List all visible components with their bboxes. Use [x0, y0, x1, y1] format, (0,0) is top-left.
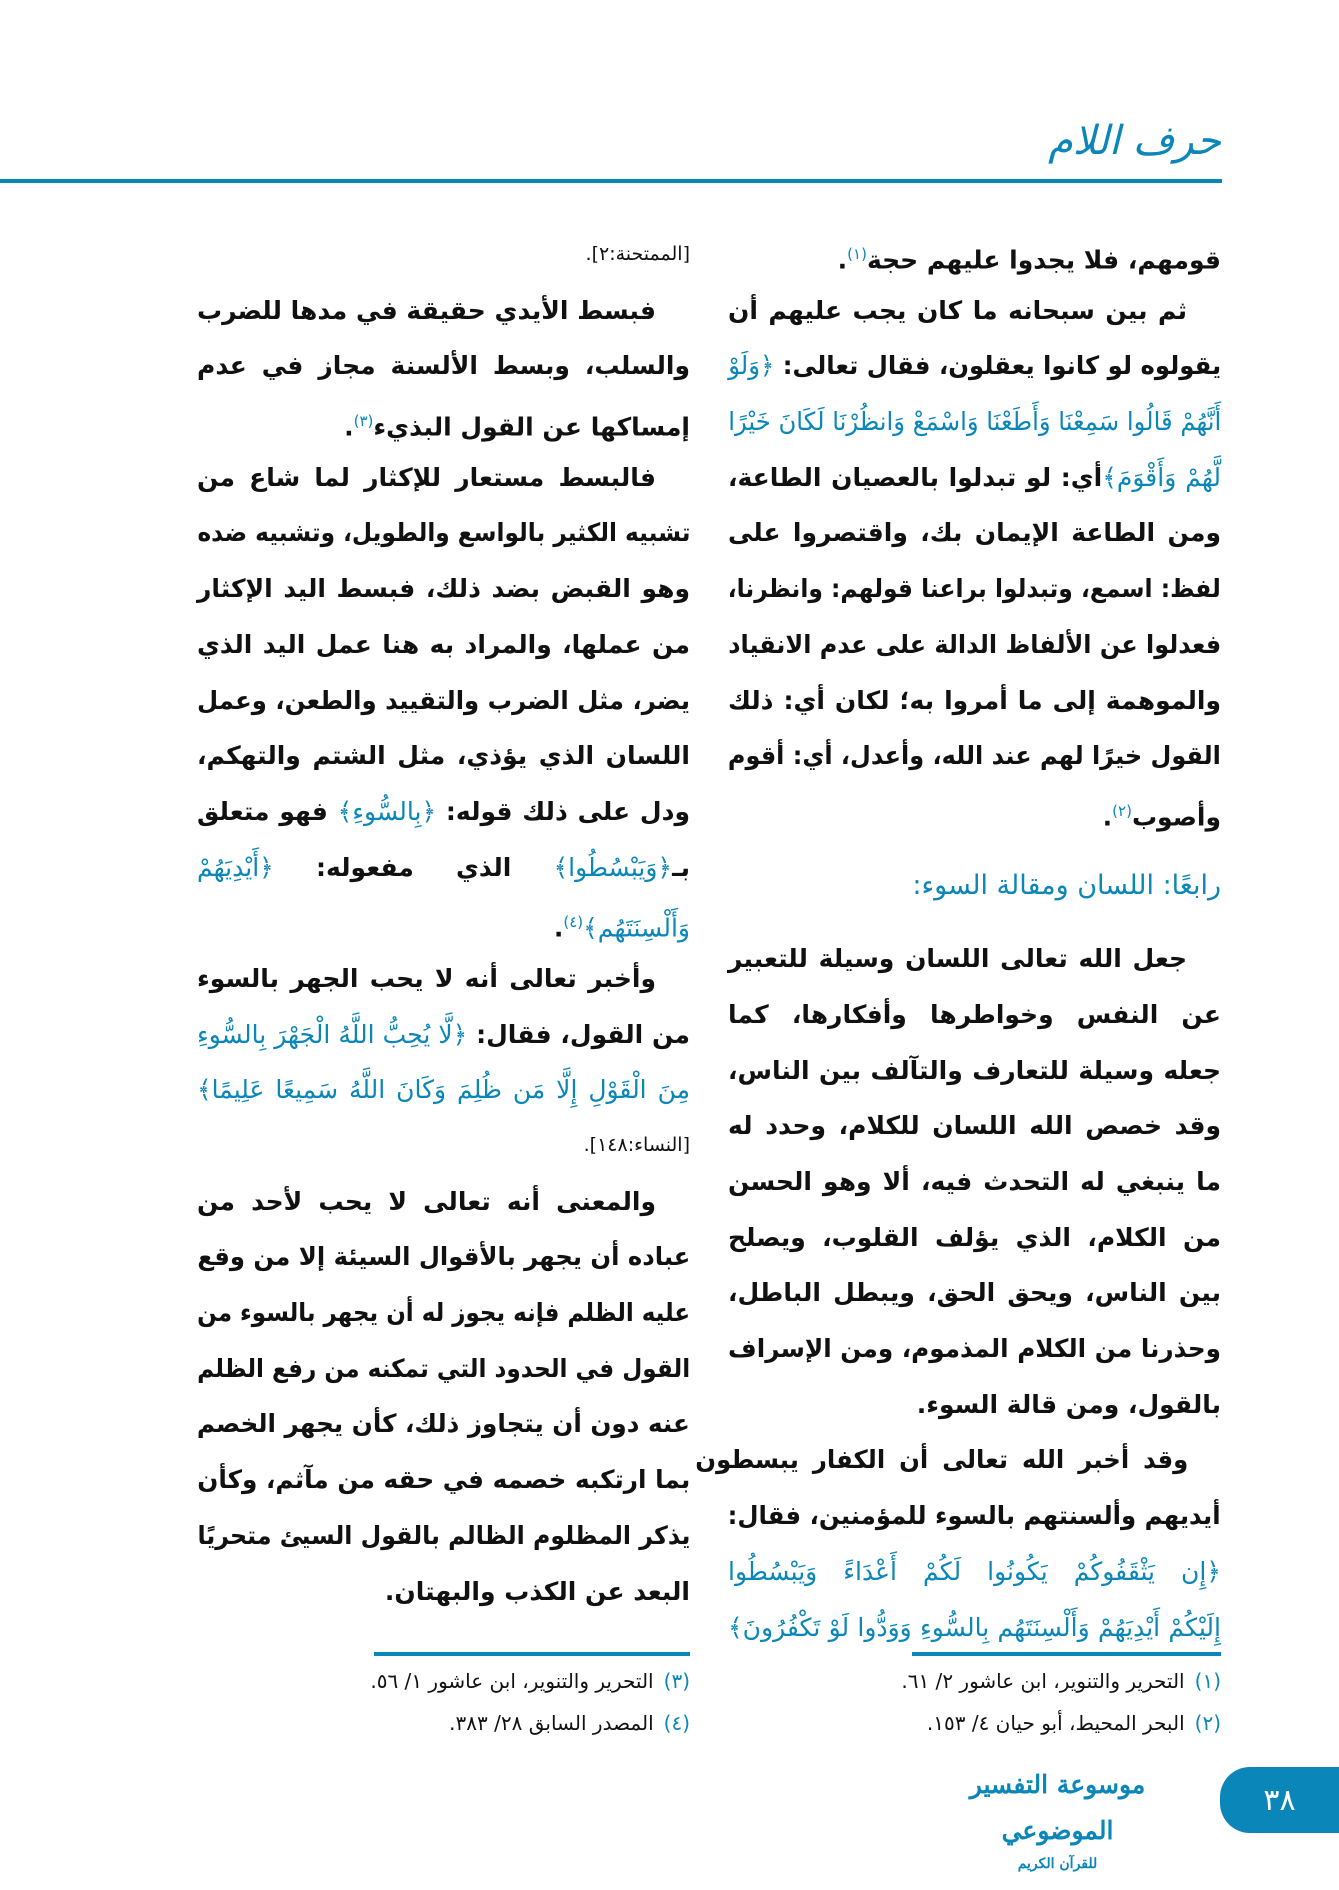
footnote-text: البحر المحيط، أبو حيان ٤/ ١٥٣.: [926, 1711, 1185, 1735]
text-line: [728, 673, 1221, 729]
body-text: ودل على ذلك قوله:: [436, 796, 690, 826]
body-text: .: [1102, 802, 1113, 832]
text-line: [728, 1600, 1221, 1656]
body-text: وأصوب: [1131, 802, 1221, 832]
page-number: ٣٨: [1263, 1782, 1296, 1818]
body-text: وقد خصص الله اللسان للكلام، وحدد له: [728, 1111, 1221, 1141]
text-line: [197, 394, 690, 450]
body-text: القول خيرًا لهم عند الله، وأعدل، أي: أقوم: [728, 741, 1221, 771]
right-text-column: [694, 227, 1221, 1655]
body-text: والموهمة إلى ما أمروا به؛ لكان أي: ذلك: [728, 685, 1221, 715]
page-number-tab: [1220, 1767, 1339, 1833]
text-line: [728, 450, 1221, 506]
text-line: [197, 840, 690, 896]
footnote-text: التحرير والتنوير، ابن عاشور ١/ ٥٦.: [370, 1669, 654, 1693]
footnote: [370, 1660, 690, 1702]
quran-verse-text: ﴿إِن يَثْقَفُوكُمْ يَكُونُوا لَكُمْ أَعْدَاءً وَيَبْسُطُوا: [728, 1556, 1221, 1586]
body-text: ثم بين سبحانه ما كان يجب عليهم أن: [728, 295, 1187, 325]
body-text: يقولوه لو كانوا يعقلون، فقال تعالى:: [774, 351, 1221, 381]
text-line: [695, 1432, 1221, 1488]
body-text: أيديهم وألسنتهم بالسوء للمؤمنين، فقال:: [728, 1501, 1221, 1531]
body-text: ما ينبغي له التحدث فيه، ألا وهو الحسن: [728, 1167, 1221, 1196]
quran-verse-text: مِنَ الْقَوْلِ إِلَّا مَن ظُلِمَ وَكَانَ اللَّهُ سَمِيعًا عَلِيمًا﴾: [197, 1075, 690, 1105]
text-line: [728, 931, 1221, 987]
body-text: والمعنى أنه تعالى لا يحب لأحد من: [197, 1186, 656, 1216]
body-text: بين الناس، ويحق الحق، ويبطل الباطل،: [728, 1278, 1221, 1308]
body-text: قومهم، فلا يجدوا عليهم حجة: [866, 245, 1221, 275]
text-line: [197, 728, 690, 784]
quran-verse-text: ﴿بِالسُّوءِ﴾: [337, 796, 437, 826]
text-line: [197, 283, 690, 339]
body-text: .: [344, 412, 354, 442]
footnotes-left: [370, 1660, 690, 1744]
text-line: [197, 450, 690, 506]
text-line: [197, 1564, 690, 1620]
body-text: فالبسط مستعار للإكثار لما شاع من: [197, 462, 656, 492]
text-line: [728, 1488, 1221, 1544]
body-text: من عملها، والمراد به هنا عمل اليد الذي: [197, 629, 690, 659]
encyclopedia-logo: [934, 1762, 1181, 1872]
left-text-column: [197, 227, 690, 1619]
body-text: البعد عن الكذب والبهتان.: [384, 1576, 690, 1606]
text-line: [197, 561, 690, 617]
body-text: عباده أن يجهر بالأقوال السيئة إلا من وقع: [197, 1242, 690, 1272]
text-line: [197, 1508, 690, 1564]
body-text: ومن الطاعة الإيمان بك، واقتصروا على: [728, 518, 1221, 548]
body-text: الذي مفعوله:: [273, 852, 554, 882]
text-line: [728, 394, 1221, 450]
text-line: [197, 338, 690, 394]
footnote-number: (٣): [663, 1669, 690, 1693]
footnote-marker[interactable]: (٤): [563, 913, 584, 932]
chapter-title: حرف اللام: [1048, 118, 1221, 164]
text-line: [728, 561, 1221, 617]
quran-verse-text: ﴿وَيَبْسُطُوا﴾: [553, 852, 673, 882]
body-text: يضر، مثل الضرب والتقييد والطعن، وعمل: [197, 685, 690, 715]
text-line: [197, 951, 690, 1007]
body-text: عليه الظلم فإنه يجوز له أن يجهر بالسوء من: [197, 1298, 690, 1328]
text-line: [197, 1285, 690, 1341]
text-line: [728, 987, 1221, 1043]
text-line: [728, 338, 1221, 394]
body-text: فهو متعلق: [197, 796, 338, 826]
footnote-divider-right: [912, 1652, 1221, 1656]
text-line: [197, 1174, 690, 1230]
text-line: [728, 505, 1221, 561]
text-line: [728, 1210, 1221, 1266]
text-line: [728, 728, 1221, 784]
body-text: إمساكها عن القول البذيء: [373, 412, 690, 442]
text-line: [728, 1377, 1221, 1433]
text-line: [197, 673, 690, 729]
body-text: من الكلام، الذي يؤلف القلوب، ويصلح: [728, 1222, 1221, 1252]
footnote-marker[interactable]: (١): [847, 245, 867, 263]
body-text: رابعًا: اللسان ومقالة السوء:: [912, 869, 1221, 901]
body-text: لفظ: اسمع، وتبدلوا براعنا قولهم: وانظرنا،: [728, 574, 1221, 604]
text-line: [728, 1098, 1221, 1154]
body-text: بالقول، ومن قالة السوء.: [916, 1389, 1221, 1419]
text-line: [728, 1265, 1221, 1321]
verse-reference: [197, 1118, 690, 1174]
body-text: عنه دون أن يتجاوز ذلك، كأن يجهر الخصم: [197, 1409, 690, 1439]
footnotes-right: [901, 1660, 1221, 1744]
footnote-marker[interactable]: (٢): [1112, 801, 1132, 820]
verse-reference: [197, 227, 690, 283]
footnote-text: التحرير والتنوير، ابن عاشور ٢/ ٦١.: [901, 1669, 1185, 1693]
body-text: [الممتحنة:٢].: [585, 243, 690, 265]
text-line: [197, 1062, 690, 1118]
body-text: .: [837, 245, 848, 275]
text-line: [197, 505, 690, 561]
text-line: [197, 1007, 690, 1063]
body-text: من القول، فقال:: [467, 1019, 690, 1049]
body-text: جعل الله تعالى اللسان وسيلة للتعبير: [728, 944, 1187, 974]
text-line: [728, 617, 1221, 673]
text-line: [197, 1452, 690, 1508]
footnote-text: المصدر السابق ٢٨/ ٣٨٣.: [449, 1711, 654, 1735]
body-text: القول في الحدود التي تمكنه من رفع الظلم: [197, 1353, 690, 1383]
text-line: [197, 1396, 690, 1452]
body-text: اللسان الذي يؤذي، مثل الشتم والتهكم،: [197, 741, 690, 771]
logo-subtitle: للقرآن الكريم: [1017, 1856, 1098, 1872]
body-text: عن النفس وخواطرها وأفكارها، كما: [728, 999, 1221, 1029]
quran-verse-text: ﴿لَّا يُحِبُّ اللَّهُ الْجَهْرَ بِالسُّوءِ: [197, 1019, 468, 1049]
footnote: [901, 1660, 1221, 1702]
quran-verse-text: لَّهُمْ وَأَقْوَمَ﴾: [1102, 462, 1221, 492]
text-line: [197, 784, 690, 840]
footnote-number: (٢): [1194, 1711, 1221, 1735]
body-text: بـ: [672, 852, 690, 882]
text-line: [197, 617, 690, 673]
header-divider: [0, 179, 1222, 183]
body-text: أي: لو تبدلوا بالعصيان الطاعة،: [728, 462, 1103, 492]
quran-verse-text: وَأَلْسِنَتَهُم﴾: [583, 913, 690, 943]
body-text: جعله وسيلة للتعارف والتآلف بين الناس،: [728, 1055, 1221, 1085]
body-text: وحذرنا من الكلام المذموم، ومن الإسراف: [728, 1334, 1221, 1364]
body-text: وقد أخبر الله تعالى أن الكفار يبسطون: [694, 1445, 1188, 1475]
text-line: [197, 1341, 690, 1397]
body-text: وهو القبض بضد ذلك، فبسط اليد الإكثار: [197, 574, 690, 604]
body-text: وأخبر تعالى أنه لا يحب الجهر بالسوء: [197, 963, 656, 993]
quran-verse-text: ﴿وَلَوْ: [728, 351, 775, 381]
body-text: يذكر المظلوم الظالم بالقول السيئ متحريًا: [197, 1520, 690, 1550]
body-text: [النساء:١٤٨].: [583, 1134, 690, 1156]
footnote-divider-left: [374, 1652, 690, 1656]
footnote-number: (١): [1194, 1669, 1221, 1693]
text-line: [728, 1154, 1221, 1210]
body-text: والسلب، وبسط الألسنة مجاز في عدم: [197, 351, 690, 381]
body-text: فبسط الأيدي حقيقة في مدها للضرب: [197, 295, 656, 325]
body-text: .: [553, 913, 564, 943]
quran-verse-text: إِلَيْكُمْ أَيْدِيَهُمْ وَأَلْسِنَتَهُم بِالسُّوءِ وَوَدُّوا لَوْ تَكْفُرُونَ﴾: [728, 1612, 1221, 1642]
quran-verse-text: أَنَّهُمْ قَالُوا سَمِعْنَا وَأَطَعْنَا وَاسْمَعْ وَانظُرْنَا لَكَانَ خَيْرًا: [728, 407, 1221, 437]
text-line: [728, 227, 1221, 283]
body-text: فعدلوا عن الألفاظ الدالة على عدم الانقياد: [728, 629, 1221, 659]
footnote-number: (٤): [663, 1711, 690, 1735]
text-line: [728, 784, 1221, 840]
footnote: [370, 1702, 690, 1744]
text-line: [728, 1544, 1221, 1600]
footnote-marker[interactable]: (٣): [353, 412, 374, 431]
body-text: تشبيه الكثير بالواسع والطويل، وتشبيه ضده: [197, 518, 690, 548]
body-text: بما ارتكبه خصمه في حقه من مآثم، وكأن: [197, 1465, 690, 1495]
text-line: [197, 895, 690, 951]
text-line: [728, 283, 1221, 339]
text-line: [728, 1043, 1221, 1099]
text-line: [728, 1321, 1221, 1377]
text-line: [197, 1229, 690, 1285]
footnote: [901, 1702, 1221, 1744]
section-heading: [728, 858, 1221, 914]
logo-title: موسوعة التفسير الموضوعي: [969, 1770, 1146, 1845]
quran-verse-text: ﴿أَيْدِيَهُمْ: [197, 852, 274, 882]
